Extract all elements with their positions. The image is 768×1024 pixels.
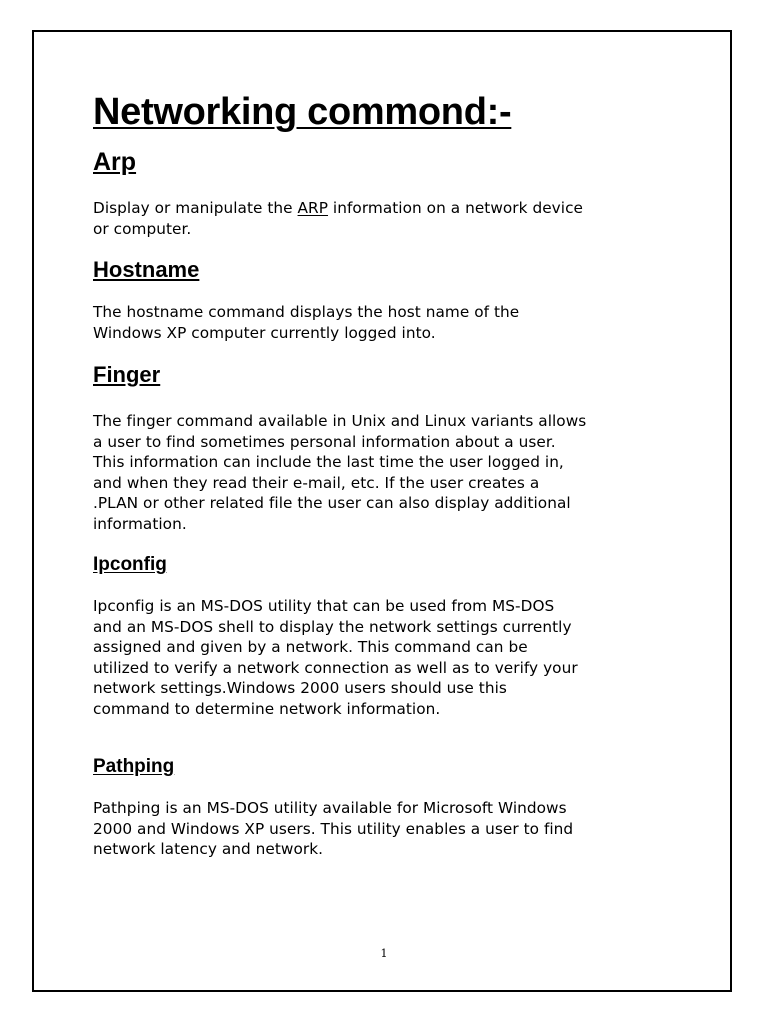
paragraph-line: network settings.Windows 2000 users should use this xyxy=(93,679,507,697)
section-text-ipconfig xyxy=(93,596,578,719)
section-text-hostname xyxy=(93,302,519,343)
page-number: 1 xyxy=(380,947,388,960)
paragraph-line: and when they read their e-mail, etc. If the user creates a xyxy=(93,473,540,492)
section-heading-arp: Arp xyxy=(93,148,137,176)
paragraph-line: .PLAN or other related file the user can also display additional xyxy=(93,494,571,512)
page-title: Networking commond:- xyxy=(93,91,512,133)
paragraph-line: 2000 and Windows XP users. This utility enables a user to find xyxy=(93,819,574,838)
section-text-finger xyxy=(93,411,586,534)
paragraph-line: assigned and given by a network. This command can be xyxy=(93,638,528,656)
text-fragment: Display or manipulate the xyxy=(93,199,298,217)
section-text-pathping xyxy=(93,798,573,860)
paragraph-line: and an MS-DOS shell to display the network settings currently xyxy=(93,617,572,636)
paragraph-line: Ipconfig is an MS-DOS utility that can be used from MS-DOS xyxy=(93,597,555,615)
section-text-arp xyxy=(93,198,583,239)
paragraph-line: network latency and network. xyxy=(93,840,324,858)
paragraph-line xyxy=(93,198,583,219)
paragraph-line: command to determine network information. xyxy=(93,699,441,718)
paragraph-line: or computer. xyxy=(93,219,192,238)
paragraph-line: utilized to verify a network connection as well as to verify your xyxy=(93,658,578,677)
paragraph-line: a user to find sometimes personal information about a user. xyxy=(93,432,556,451)
section-heading-hostname: Hostname xyxy=(93,257,200,282)
paragraph-line: Windows XP computer currently logged into. xyxy=(93,323,436,342)
paragraph-line: information. xyxy=(93,514,187,533)
paragraph-line: Pathping is an MS-DOS utility available for Microsoft Windows xyxy=(93,799,567,817)
section-heading-finger: Finger xyxy=(93,362,161,387)
section-heading-pathping: Pathping xyxy=(93,756,175,777)
paragraph-line: The hostname command displays the host name of the xyxy=(93,303,520,321)
paragraph-line: The finger command available in Unix and Linux variants allows xyxy=(93,412,587,430)
section-heading-ipconfig: Ipconfig xyxy=(93,554,167,575)
paragraph-line: This information can include the last time the user logged in, xyxy=(93,453,564,471)
text-fragment: information on a network device xyxy=(328,199,584,217)
arp-link[interactable]: ARP xyxy=(297,199,329,217)
